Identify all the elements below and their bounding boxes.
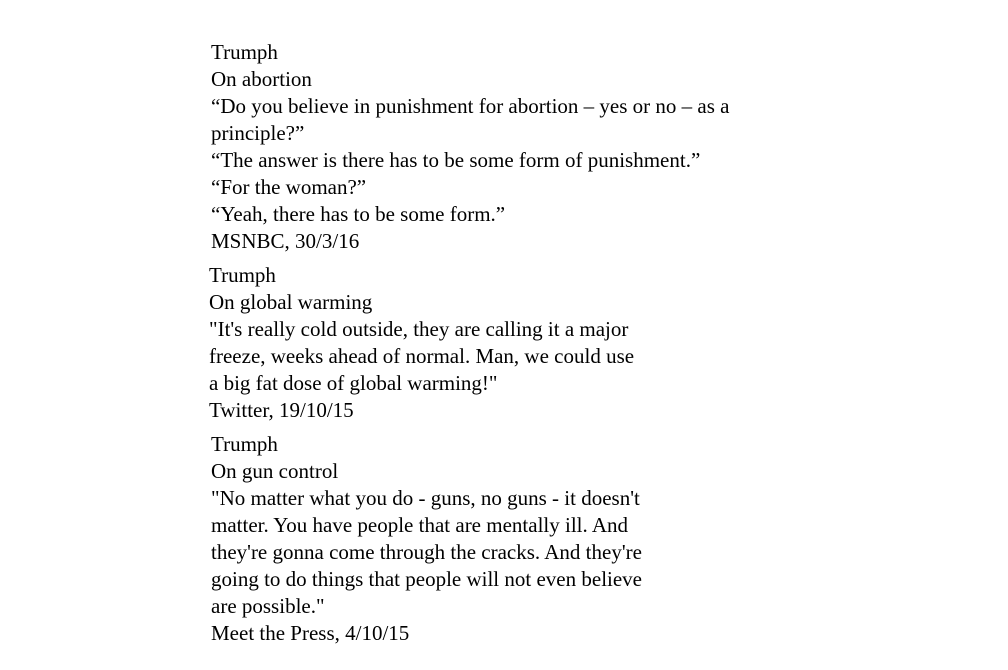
quote-line: “For the woman?” — [211, 175, 367, 199]
quote-line: principle?” — [211, 121, 305, 145]
quote-line: “Do you believe in punishment for abortion – yes or no – as a — [211, 94, 730, 118]
quote-source: Twitter, 19/10/15 — [209, 398, 354, 422]
quote-line: going to do things that people will not even believe — [211, 567, 643, 591]
quote-block-abortion — [211, 39, 729, 255]
quote-line: “Yeah, there has to be some form.” — [211, 202, 506, 226]
quote-block-global-warming — [209, 262, 634, 424]
quote-speaker: Trumph — [211, 432, 278, 456]
quote-block-gun-control — [211, 431, 642, 647]
quote-topic: On abortion — [211, 67, 312, 91]
quote-line: are possible." — [211, 594, 325, 618]
quote-speaker: Trumph — [209, 263, 276, 287]
quote-line: “The answer is there has to be some form of punishment.” — [211, 148, 701, 172]
quote-source: Meet the Press, 4/10/15 — [211, 621, 410, 645]
quote-line: "It's really cold outside, they are calling it a major — [209, 317, 629, 341]
quote-topic: On gun control — [211, 459, 339, 483]
quote-line: a big fat dose of global warming!" — [209, 371, 498, 395]
quote-line: they're gonna come through the cracks. And they're — [211, 540, 642, 564]
quote-speaker: Trumph — [211, 40, 278, 64]
quote-source: MSNBC, 30/3/16 — [211, 229, 360, 253]
quote-line: "No matter what you do - guns, no guns - it doesn't — [211, 486, 640, 510]
quote-topic: On global warming — [209, 290, 373, 314]
quote-line: matter. You have people that are mentally ill. And — [211, 513, 628, 537]
quote-line: freeze, weeks ahead of normal. Man, we could use — [209, 344, 635, 368]
